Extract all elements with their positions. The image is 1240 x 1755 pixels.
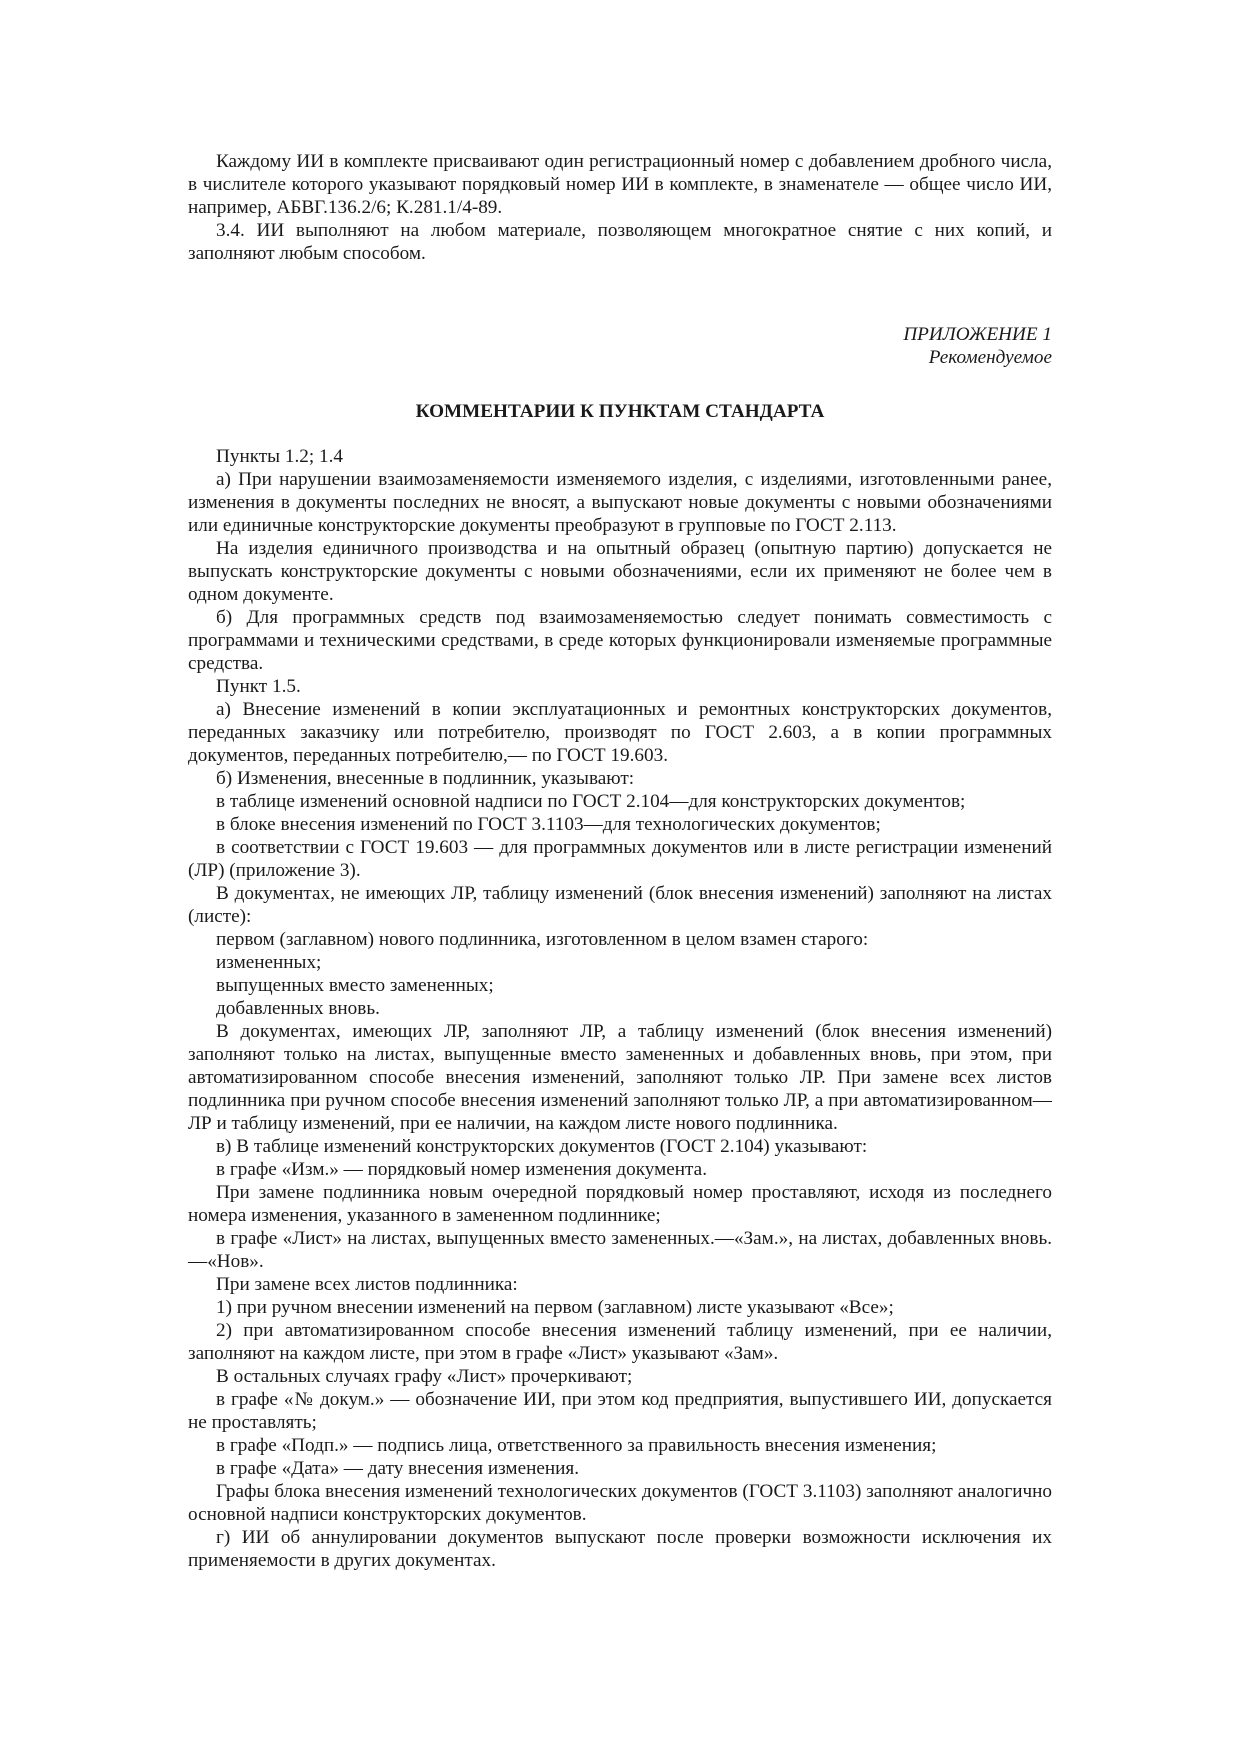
paragraph: в соответствии с ГОСТ 19.603 — для программных документов или в листе регистрации изменений (ЛР) (приложение 3). — [188, 837, 1052, 881]
paragraph: а) Внесение изменений в копии эксплуатационных и ремонтных конструкторских документов, переданных заказчику или потребителю, производят по ГОСТ 2.603, а в копии программных документов, переданных потребителю,— по ГОСТ 19.603. — [188, 699, 1052, 766]
paragraph: в графе «Подп.» — подпись лица, ответственного за правильность внесения изменения; — [216, 1435, 937, 1456]
paragraph: в графе «Изм.» — порядковый номер изменения документа. — [216, 1159, 707, 1180]
paragraph: а) При нарушении взаимозаменяемости изменяемого изделия, с изделиями, изготовленными ранее, изменения в документы последних не вносят, а выпускают новые документы с новыми обозначениями или единичные конструкторские документы преобразуют в групповые по ГОСТ 2.113. — [188, 469, 1052, 536]
paragraph: выпущенных вместо замененных; — [216, 975, 494, 996]
paragraph: в блоке внесения изменений по ГОСТ 3.1103—для технологических документов; — [216, 814, 881, 835]
paragraph: При замене подлинника новым очередной порядковый номер проставляют, исходя из последнего номера изменения, указанного в замененном подлиннике; — [188, 1182, 1052, 1226]
paragraph: б) Для программных средств под взаимозаменяемостью следует понимать совместимость с программами и техническими средствами, в среде которых функционировали изменяемые программные средства. — [188, 607, 1052, 674]
section-title: КОММЕНТАРИИ К ПУНКТАМ СТАНДАРТА — [415, 401, 825, 422]
paragraph: 1) при ручном внесении изменений на первом (заглавном) листе указывают «Все»; — [216, 1297, 894, 1318]
paragraph: В документах, имеющих ЛР, заполняют ЛР, а таблицу изменений (блок внесения изменений) заполняют только на листах, выпущенные вместо замененных и добавленных вновь, при этом, при автоматизированном способе внесения изменений, заполняют только ЛР. При замене всех листов подлинника при ручном способе внесения изменений заполняют только ЛР, а при автоматизированном—ЛР и таблицу изменений, при ее наличии, на каждом листе нового подлинника. — [188, 1021, 1052, 1134]
paragraph: г) ИИ об аннулировании документов выпускают после проверки возможности исключения их применяемости в других документах. — [188, 1527, 1052, 1571]
paragraph: в графе «Лист» на листах, выпущенных вместо замененных.—«Зам.», на листах, добавленных вновь.—«Нов». — [188, 1228, 1052, 1272]
paragraph: б) Изменения, внесенные в подлинник, указывают: — [216, 768, 635, 789]
paragraph: в таблице изменений основной надписи по ГОСТ 2.104—для конструкторских документов; — [216, 791, 966, 812]
paragraph: В остальных случаях графу «Лист» прочеркивают; — [216, 1366, 633, 1387]
paragraph: 2) при автоматизированном способе внесения изменений таблицу изменений, при ее наличии, заполняют на каждом листе, при этом в графе «Лист» указывают «Зам». — [188, 1320, 1052, 1364]
appendix-label: ПРИЛОЖЕНИЕ 1 — [903, 324, 1052, 345]
paragraph: в графе «Дата» — дату внесения изменения. — [216, 1458, 580, 1479]
paragraph: первом (заглавном) нового подлинника, изготовленном в целом взамен старого: — [216, 929, 869, 950]
paragraph: Каждому ИИ в комплекте присваивают один регистрационный номер с добавлением дробного числа, в числителе которого указывают порядковый номер ИИ в комплекте, в знаменателе — общее число ИИ, например, АБВГ.136.2/6; К.281.1/4-89. — [188, 151, 1052, 218]
paragraph: Графы блока внесения изменений технологических документов (ГОСТ 3.1103) заполняют аналогично основной надписи конструкторских документов. — [188, 1481, 1052, 1525]
paragraph: измененных; — [216, 952, 322, 973]
paragraph: При замене всех листов подлинника: — [216, 1274, 518, 1295]
paragraph: в графе «№ докум.» — обозначение ИИ, при этом код предприятия, выпустившего ИИ, допускается не проставлять; — [188, 1389, 1052, 1433]
paragraph: На изделия единичного производства и на опытный образец (опытную партию) допускается не выпускать конструкторские документы с новыми обозначениями, если их применяют не более чем в одном документе. — [188, 538, 1052, 605]
paragraph: 3.4. ИИ выполняют на любом материале, позволяющем многократное снятие с них копий, и заполняют любым способом. — [188, 220, 1052, 264]
document-page — [188, 150, 1052, 1572]
appendix-status: Рекомендуемое — [928, 347, 1052, 368]
paragraph: в) В таблице изменений конструкторских документов (ГОСТ 2.104) указывают: — [216, 1136, 868, 1157]
paragraph: добавленных вновь. — [216, 998, 380, 1019]
paragraph: В документах, не имеющих ЛР, таблицу изменений (блок внесения изменений) заполняют на листах (листе): — [188, 883, 1052, 927]
paragraph: Пункты 1.2; 1.4 — [216, 446, 343, 467]
spacer — [188, 265, 1052, 323]
paragraph: Пункт 1.5. — [216, 676, 301, 697]
